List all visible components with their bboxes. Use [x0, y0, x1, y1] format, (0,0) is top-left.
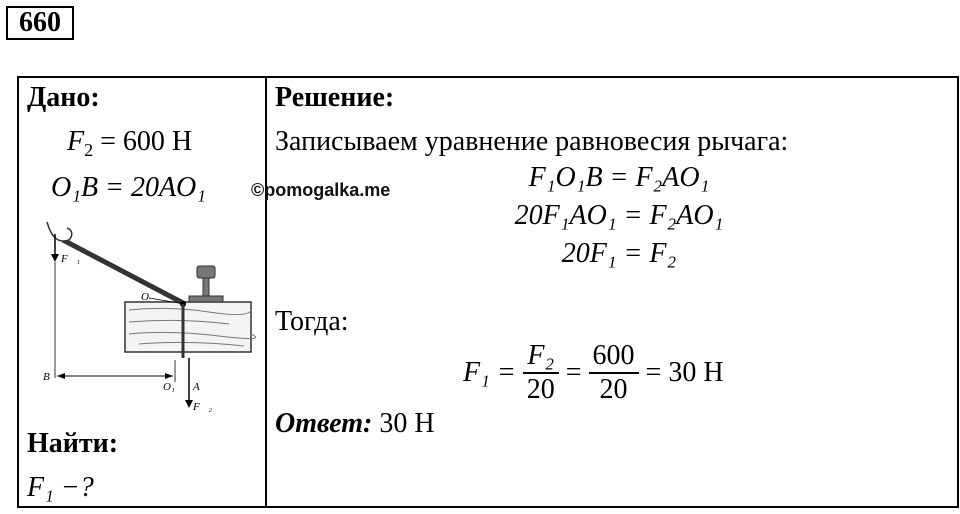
- b-label: B: [43, 371, 50, 383]
- answer-line: [275, 408, 435, 440]
- o-label: O: [141, 291, 149, 303]
- answer-value: 30 Н: [372, 408, 435, 439]
- rail-foot: [189, 296, 223, 302]
- lever-figure: [29, 210, 259, 418]
- a-label: A: [193, 381, 200, 393]
- o1-label: O₁: [163, 381, 175, 393]
- watermark: ©pomogalka.me: [251, 180, 391, 200]
- equation-3: 20F₁ = F₂: [561, 238, 677, 269]
- equation-1: F₁O₁B = F₂AO₁: [528, 162, 710, 193]
- answer-label: Ответ:: [275, 408, 373, 439]
- solution-table: [17, 76, 959, 508]
- rail-web: [203, 278, 209, 298]
- find-header: Найти:: [27, 428, 119, 459]
- rail-head: [197, 266, 215, 278]
- given-ratio: O₁B = 20AO₁: [51, 172, 207, 203]
- solution-header: Решение:: [275, 82, 395, 113]
- problem-number: 660: [6, 6, 74, 40]
- f1-label: F⃗₁: [61, 253, 81, 265]
- find-expr: F₁ −?: [27, 472, 94, 503]
- fraction-f2-20: $\frac{\text{F₂}}{20}$: [523, 340, 559, 406]
- column-divider: [265, 78, 267, 506]
- then-label: Тогда:: [275, 306, 349, 337]
- given-header: Дано:: [27, 82, 100, 113]
- f2-label: F⃗₂: [193, 401, 213, 413]
- equation-2: 20F₁AO₁ = F₂AO₁: [514, 200, 724, 231]
- solution-intro: Записываем уравнение равновесия рычага:: [275, 126, 789, 157]
- final-equation: F₁ = $\frac{\text{F₂}}{20}$ = $\frac{600}{20}$ = 30 Н: [463, 340, 724, 405]
- given-f2: $F_2 = 600$ Н: [67, 126, 193, 160]
- fraction-600-20: $\frac{600}{20}$: [589, 340, 639, 406]
